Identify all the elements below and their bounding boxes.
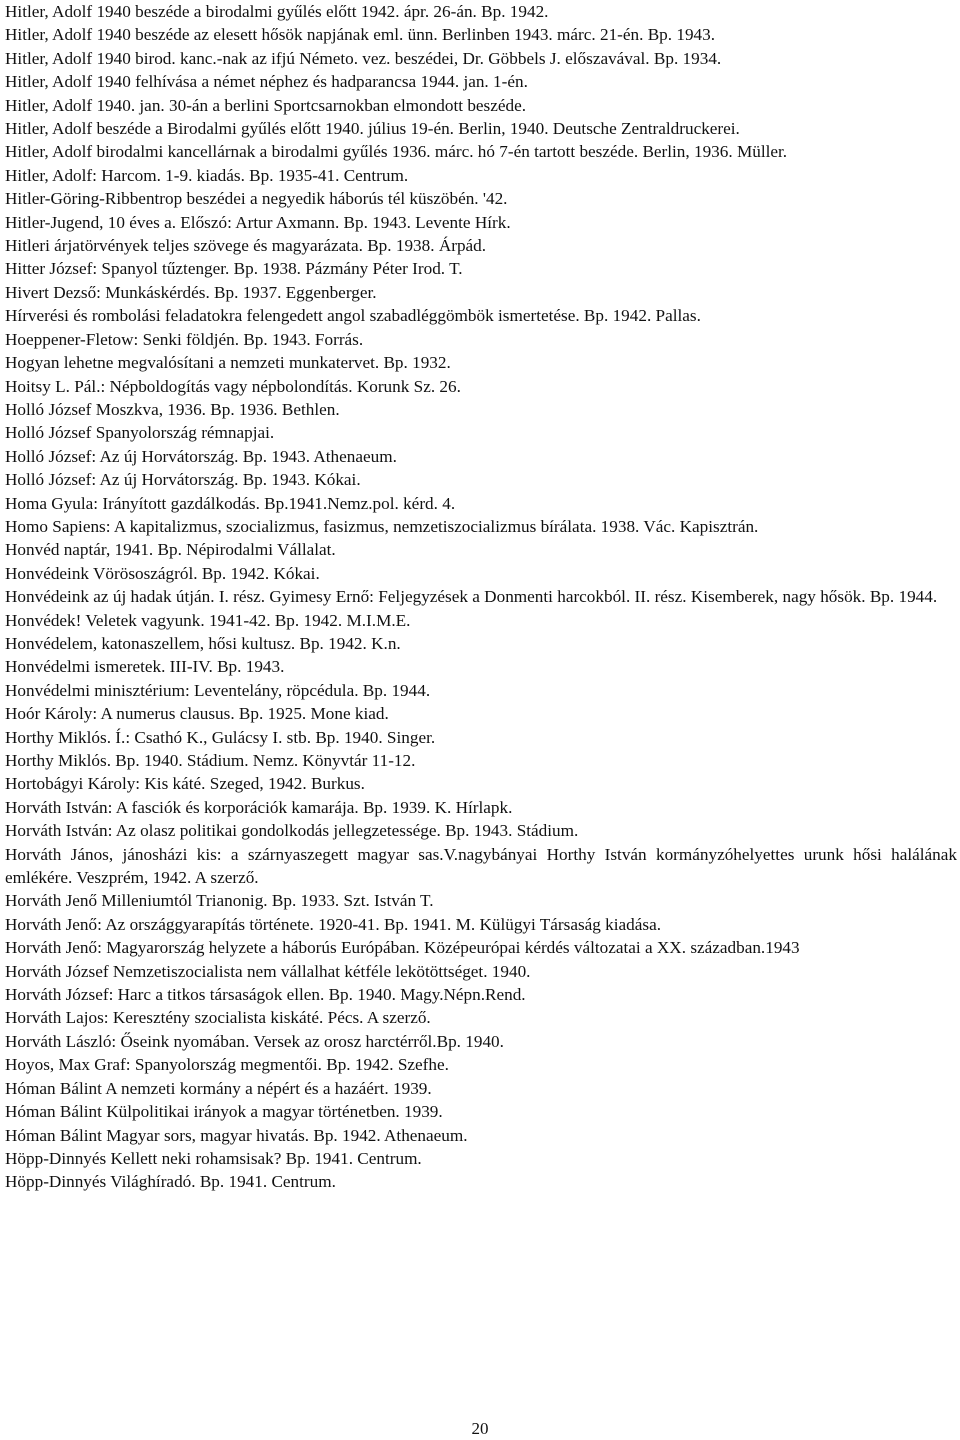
bibliography-entry: Hitler-Göring-Ribbentrop beszédei a negyedik háborús tél küszöbén. '42. — [5, 189, 508, 209]
bibliography-entry: Hitler-Jugend, 10 éves a. Előszó: Artur Axmann. Bp. 1943. Levente Hírk. — [5, 212, 511, 232]
bibliography-entry: Horváth István: Az olasz politikai gondolkodás jellegzetessége. Bp. 1943. Stádium. — [5, 821, 579, 841]
bibliography-entry: Homa Gyula: Irányított gazdálkodás. Bp.1941.Nemz.pol. kérd. 4. — [5, 493, 456, 513]
bibliography-entry: Hortobágyi Károly: Kis káté. Szeged, 1942. Burkus. — [5, 774, 365, 794]
bibliography-entry: Honvédeink az új hadak útján. I. rész. Gyimesy Ernő: Feljegyzések a Donmenti harcokból. II. rész. Kisemberek, nagy hősök. Bp. 1944. — [5, 587, 938, 607]
bibliography-entry: Hitler, Adolf birodalmi kancellárnak a birodalmi gyűlés 1936. márc. hó 7-én tartott beszéde. Berlin, 1936. Müller. — [5, 142, 788, 162]
bibliography-entry: Honvéd naptár, 1941. Bp. Népirodalmi Vállalat. — [5, 540, 336, 560]
bibliography-entry: Honvédeink Vörösoszágról. Bp. 1942. Kókai. — [5, 563, 320, 583]
bibliography-entry: Hoyos, Max Graf: Spanyolország megmentői. Bp. 1942. Szefhe. — [5, 1055, 449, 1075]
bibliography-entry: Honvédelmi minisztérium: Leventelány, röpcédula. Bp. 1944. — [5, 680, 431, 700]
bibliography-entry: Honvédek! Veletek vagyunk. 1941-42. Bp. 1942. M.I.M.E. — [5, 610, 411, 630]
bibliography-entry: Honvédelem, katonaszellem, hősi kultusz. Bp. 1942. K.n. — [5, 633, 401, 653]
bibliography-entry: Hoór Károly: A numerus clausus. Bp. 1925. Mone kiad. — [5, 704, 389, 724]
bibliography-entry: Horváth Jenő: Az országgyarapítás története. 1920-41. Bp. 1941. M. Külügyi Társaság kiadása. — [5, 914, 661, 934]
bibliography-entry: Hitter József: Spanyol tűztenger. Bp. 1938. Pázmány Péter Irod. T. — [5, 259, 463, 279]
bibliography-entry: Höpp-Dinnyés Világhíradó. Bp. 1941. Centrum. — [5, 1172, 336, 1192]
bibliography-entry: Hírverési és rombolási feladatokra felengedett angol szabadléggömbök ismertetése. Bp. 1942. Pallas. — [5, 306, 701, 326]
bibliography-entry: Hitleri árjatörvények teljes szövege és magyarázata. Bp. 1938. Árpád. — [5, 236, 487, 256]
bibliography-entry: Hogyan lehetne megvalósítani a nemzeti munkatervet. Bp. 1932. — [5, 353, 451, 373]
bibliography-entry: Hitler, Adolf 1940 beszéde a birodalmi gyűlés előtt 1942. ápr. 26-án. Bp. 1942. — [5, 2, 549, 21]
bibliography-entry: Hitler, Adolf beszéde a Birodalmi gyűlés előtt 1940. július 19-én. Berlin, 1940. Deutsche Zentraldruckerei. — [5, 119, 740, 139]
bibliography-entry: Höpp-Dinnyés Kellett neki rohamsisak? Bp. 1941. Centrum. — [5, 1148, 422, 1168]
bibliography-entry: Holló József: Az új Horvátország. Bp. 1943. Kókai. — [5, 470, 361, 490]
bibliography-entry: Horváth Jenő: Magyarország helyzete a háborús Európában. Középeurópai kérdés változatai a XX. században.1943 — [5, 938, 800, 958]
bibliography-entry: Hitler, Adolf 1940 birod. kanc.-nak az ifjú Németo. vez. beszédei, Dr. Göbbels J. előszavával. Bp. 1934. — [5, 48, 722, 68]
bibliography-page — [5, 0, 957, 1194]
bibliography-entry: Hitler, Adolf: Harcom. 1-9. kiadás. Bp. 1935-41. Centrum. — [5, 165, 409, 185]
bibliography-entry: Hóman Bálint Magyar sors, magyar hivatás. Bp. 1942. Athenaeum. — [5, 1125, 468, 1145]
bibliography-entry: Hitler, Adolf 1940. jan. 30-án a berlini Sportcsarnokban elmondott beszéde. — [5, 95, 527, 115]
bibliography-entry: Horváth István: A fasciók és korporációk kamarája. Bp. 1939. K. Hírlapk. — [5, 797, 513, 817]
bibliography-entry: Horváth Lajos: Keresztény szocialista kiskáté. Pécs. A szerző. — [5, 1008, 431, 1028]
bibliography-entry: Holló József Moszkva, 1936. Bp. 1936. Bethlen. — [5, 399, 340, 419]
bibliography-entry: Horváth József Nemzetiszocialista nem vállalhat kétféle lekötöttséget. 1940. — [5, 961, 531, 981]
bibliography-entry: Hoeppener-Fletow: Senki földjén. Bp. 1943. Forrás. — [5, 329, 364, 349]
bibliography-entry: Holló József Spanyolország rémnapjai. — [5, 423, 275, 443]
bibliography-entry: Hivert Dezső: Munkáskérdés. Bp. 1937. Eggenberger. — [5, 282, 377, 302]
bibliography-entry: Homo Sapiens: A kapitalizmus, szocializmus, fasizmus, nemzetiszocializmus bírálata. 1938. Vác. Kapisztrán. — [5, 516, 759, 536]
bibliography-entry: Horváth János, jánosházi kis: a szárnyaszegett magyar sas.V.nagybányai Horthy István kormányzóhelyettes urunk hősi halálának emlékére. Veszprém, 1942. A szerző. — [5, 844, 957, 888]
bibliography-entry: Hitler, Adolf 1940 felhívása a német néphez és hadparancsa 1944. jan. 1-én. — [5, 72, 528, 92]
bibliography-entry: Horváth László: Őseink nyomában. Versek az orosz harctérről.Bp. 1940. — [5, 1031, 504, 1051]
bibliography-entry: Hoitsy L. Pál.: Népboldogítás vagy népbolondítás. Korunk Sz. 26. — [5, 376, 461, 396]
page-number: 20 — [471, 1419, 489, 1438]
bibliography-entry: Horváth Jenő Milleniumtól Trianonig. Bp. 1933. Szt. István T. — [5, 891, 434, 911]
bibliography-entry: Hitler, Adolf 1940 beszéde az elesett hősök napjának eml. ünn. Berlinben 1943. márc. 21-én. Bp. 1943. — [5, 25, 716, 45]
bibliography-list — [5, 0, 957, 1194]
bibliography-entry: Hóman Bálint A nemzeti kormány a népért és a hazáért. 1939. — [5, 1078, 432, 1098]
bibliography-entry: Horthy Miklós. Bp. 1940. Stádium. Nemz. Könyvtár 11-12. — [5, 751, 416, 770]
bibliography-entry: Hóman Bálint Külpolitikai irányok a magyar történetben. 1939. — [5, 1102, 443, 1122]
bibliography-entry: Holló József: Az új Horvátország. Bp. 1943. Athenaeum. — [5, 446, 397, 466]
bibliography-entry: Horthy Miklós. Í.: Csathó K., Gulácsy I. stb. Bp. 1940. Singer. — [5, 727, 436, 747]
bibliography-entry: Honvédelmi ismeretek. III-IV. Bp. 1943. — [5, 657, 285, 677]
bibliography-entry: Horváth József: Harc a titkos társaságok ellen. Bp. 1940. Magy.Népn.Rend. — [5, 985, 526, 1005]
